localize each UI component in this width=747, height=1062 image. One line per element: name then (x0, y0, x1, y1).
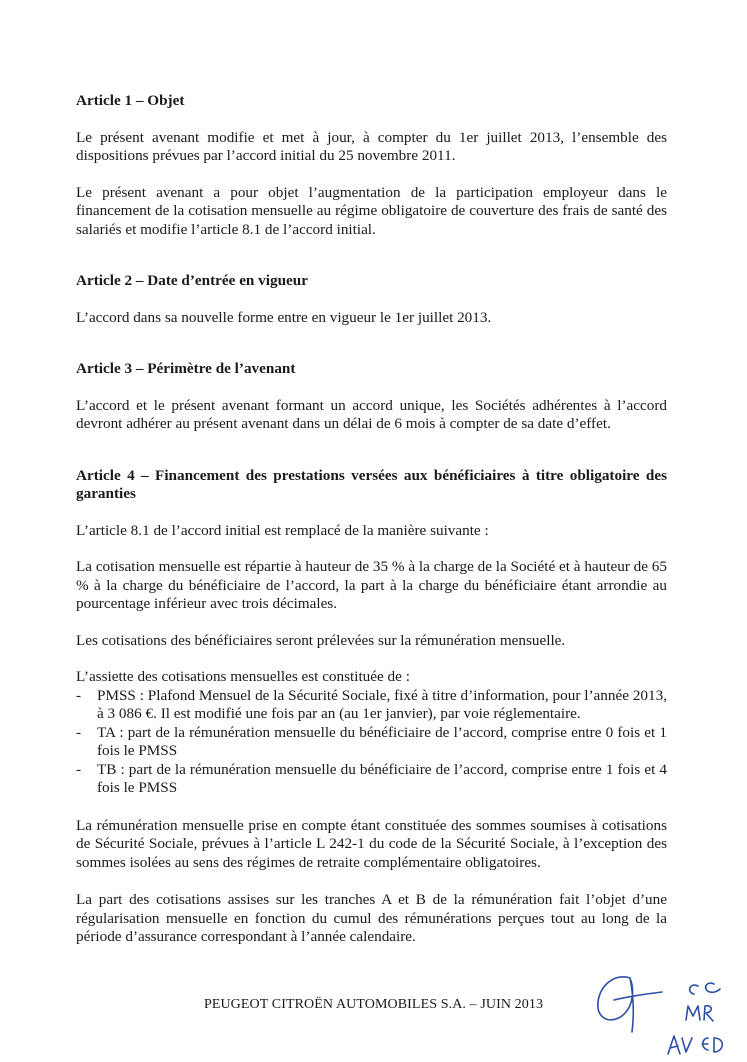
article-1-paragraph: Le présent avenant a pour objet l’augmentation de la participation employeur dans le financement de la cotisation mensuelle au régime obligatoire de couverture des frais de santé des salariés et modifie l’article 8.1 de l’accord initial. (76, 183, 667, 238)
assiette-list (76, 687, 667, 798)
article-1-heading: Article 1 – Objet (76, 92, 185, 109)
initials-av (668, 1036, 692, 1054)
article-1 (76, 92, 667, 239)
initials-mr (686, 1006, 713, 1021)
article-2-paragraph: L’accord dans sa nouvelle forme entre en vigueur le 1er juillet 2013. (76, 308, 492, 326)
article-1-paragraph: Le présent avenant modifie et met à jour, à compter du 1er juillet 2013, l’ensemble des dispositions prévues par l’accord initial du 25 novembre 2011. (76, 128, 667, 164)
article-4-paragraph: Les cotisations des bénéficiaires seront prélevées sur la rémunération mensuelle. (76, 631, 566, 649)
article-4-heading: Article 4 – Financement des prestations versées aux bénéficiaires à titre obligatoire des garanties (76, 466, 667, 502)
page-footer: PEUGEOT CITROËN AUTOMOBILES S.A. – JUIN 2013 (203, 997, 544, 1012)
list-item: - TA : part de la rémunération mensuelle du bénéficiaire de l’accord, comprise entre 0 fois et 1 fois le PMSS (76, 724, 667, 761)
list-item: - PMSS : Plafond Mensuel de la Sécurité Sociale, fixé à titre d’information, pour l’année 2013, à 3 086 €. Il est modifié une fois par an (au 1er janvier), par voie réglementaire. (76, 687, 667, 724)
article-4-paragraph: L’article 8.1 de l’accord initial est remplacé de la manière suivante : (76, 521, 489, 539)
article-4-paragraph: La cotisation mensuelle est répartie à hauteur de 35 % à la charge de la Société et à hauteur de 65 % à la charge du bénéficiaire de l’accord, la part à la charge du bénéficiaire étant arrondie au pourcentage inférieur avec trois décimales. (76, 558, 667, 612)
signature-flourish (598, 977, 662, 1032)
initials-ed (702, 1038, 722, 1052)
article-4 (76, 467, 667, 947)
article-3-heading: Article 3 – Périmètre de l’avenant (76, 360, 296, 377)
list-item: - TB : part de la rémunération mensuelle du bénéficiaire de l’accord, comprise entre 1 fois et 4 fois le PMSS (76, 761, 667, 798)
article-4-paragraph: La part des cotisations assises sur les tranches A et B de la rémunération fait l’objet d’une régularisation mensuelle en fonction du cumul des rémunérations perçues tout au long de la période d’assurance correspondant à l’année calendaire. (76, 891, 667, 945)
article-4-paragraph: L’assiette des cotisations mensuelles est constituée de : (76, 668, 410, 685)
document-body (76, 92, 667, 947)
article-2-heading: Article 2 – Date d’entrée en vigueur (76, 272, 308, 289)
article-2 (76, 272, 667, 327)
article-4-paragraph: La rémunération mensuelle prise en compte étant constituée des sommes soumises à cotisations de Sécurité Sociale, prévues à l’article L 242-1 du code de la Sécurité Sociale, à l’exception des sommes isolées au sens des régimes de retraite complémentaire obligatoires. (76, 816, 667, 871)
article-3 (76, 360, 667, 434)
handwritten-initials (590, 968, 740, 1060)
article-3-paragraph: L’accord et le présent avenant formant un accord unique, les Sociétés adhérentes à l’accord devront adhérer au présent avenant dans un délai de 6 mois à compter de sa date d’effet. (76, 396, 667, 432)
initials-cc (690, 983, 720, 994)
